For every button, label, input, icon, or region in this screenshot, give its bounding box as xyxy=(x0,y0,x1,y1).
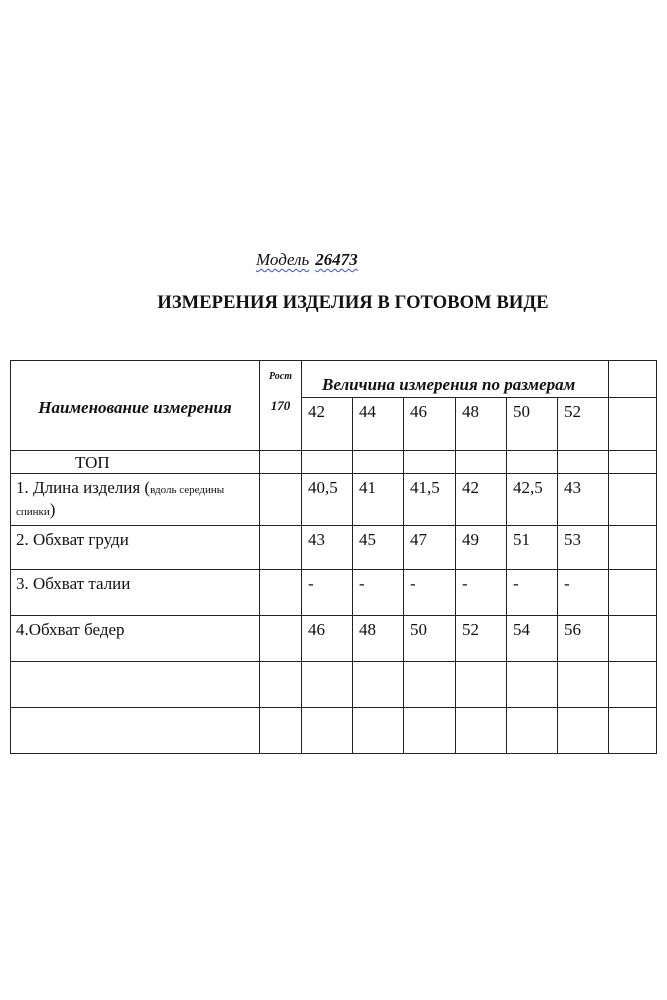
header-growth xyxy=(260,361,302,451)
value-cell: - xyxy=(456,570,507,616)
empty-cell xyxy=(609,570,657,616)
size-header: 44 xyxy=(353,398,404,451)
value-cell: 47 xyxy=(404,526,456,570)
size-header: 48 xyxy=(456,398,507,451)
value-cell: 52 xyxy=(456,616,507,662)
empty-cell xyxy=(404,708,456,754)
measurements-table xyxy=(10,360,657,754)
empty-cell xyxy=(609,662,657,708)
value-cell: 42,5 xyxy=(507,474,558,526)
value-cell: 42 xyxy=(456,474,507,526)
header-measurement-name: Наименование измерения xyxy=(11,361,260,451)
table-row xyxy=(11,570,657,616)
growth-label: Рост xyxy=(269,371,292,382)
empty-cell xyxy=(609,708,657,754)
value-cell: - xyxy=(353,570,404,616)
growth-cell xyxy=(260,616,302,662)
section-label: ТОП xyxy=(11,451,260,474)
empty-cell xyxy=(507,451,558,474)
size-header: 52 xyxy=(558,398,609,451)
value-cell: 45 xyxy=(353,526,404,570)
size-header: 46 xyxy=(404,398,456,451)
section-row xyxy=(11,451,657,474)
empty-cell xyxy=(353,662,404,708)
value-cell: 40,5 xyxy=(302,474,353,526)
empty-cell xyxy=(609,526,657,570)
value-cell: 46 xyxy=(302,616,353,662)
empty-cell xyxy=(609,616,657,662)
empty-cell xyxy=(260,451,302,474)
empty-cell xyxy=(558,708,609,754)
measurement-label-close: ) xyxy=(49,500,56,519)
document-title: ИЗМЕРЕНИЯ ИЗДЕЛИЯ В ГОТОВОМ ВИДЕ xyxy=(157,293,549,313)
empty-cell xyxy=(404,662,456,708)
size-header: 50 xyxy=(507,398,558,451)
value-cell: 41 xyxy=(353,474,404,526)
value-cell: 53 xyxy=(558,526,609,570)
table-row xyxy=(11,474,657,526)
measurement-label-main: 1. Длина изделия ( xyxy=(16,478,151,497)
value-cell: - xyxy=(507,570,558,616)
empty-cell xyxy=(302,451,353,474)
empty-cell xyxy=(404,451,456,474)
empty-cell xyxy=(353,451,404,474)
value-cell: 43 xyxy=(558,474,609,526)
size-header: 42 xyxy=(302,398,353,451)
empty-cell xyxy=(11,708,260,754)
measurement-label: 2. Обхват груди xyxy=(11,526,260,570)
value-cell: 48 xyxy=(353,616,404,662)
model-line xyxy=(256,250,358,270)
value-cell: 51 xyxy=(507,526,558,570)
empty-row xyxy=(11,708,657,754)
empty-row xyxy=(11,662,657,708)
empty-cell xyxy=(609,474,657,526)
empty-cell xyxy=(353,708,404,754)
value-cell: - xyxy=(302,570,353,616)
empty-cell xyxy=(260,662,302,708)
empty-cell xyxy=(456,662,507,708)
empty-cell xyxy=(609,451,657,474)
value-cell: 54 xyxy=(507,616,558,662)
measurement-label: 4.Обхват бедер xyxy=(11,616,260,662)
empty-cell xyxy=(507,662,558,708)
header-empty-cell xyxy=(609,361,657,398)
measurement-label-note: вдоль середины спинки xyxy=(16,484,225,518)
table-row xyxy=(11,526,657,570)
empty-cell xyxy=(302,662,353,708)
growth-cell xyxy=(260,570,302,616)
empty-cell xyxy=(456,708,507,754)
empty-cell xyxy=(11,662,260,708)
value-cell: 49 xyxy=(456,526,507,570)
value-cell: - xyxy=(404,570,456,616)
value-cell: 50 xyxy=(404,616,456,662)
model-label: Модель xyxy=(256,250,310,269)
empty-cell xyxy=(558,451,609,474)
value-cell: - xyxy=(558,570,609,616)
empty-cell xyxy=(456,451,507,474)
value-cell: 41,5 xyxy=(404,474,456,526)
growth-value: 170 xyxy=(270,398,291,413)
model-number: 26473 xyxy=(315,250,358,269)
measurement-label xyxy=(11,474,260,526)
empty-cell xyxy=(302,708,353,754)
empty-cell xyxy=(558,662,609,708)
empty-cell xyxy=(260,708,302,754)
table-row xyxy=(11,616,657,662)
growth-cell xyxy=(260,526,302,570)
growth-cell xyxy=(260,474,302,526)
value-cell: 43 xyxy=(302,526,353,570)
size-header-empty xyxy=(609,398,657,451)
value-cell: 56 xyxy=(558,616,609,662)
header-sizes-caption: Величина измерения по размерам xyxy=(302,361,609,398)
header-row-top xyxy=(11,361,657,398)
empty-cell xyxy=(507,708,558,754)
measurement-label: 3. Обхват талии xyxy=(11,570,260,616)
